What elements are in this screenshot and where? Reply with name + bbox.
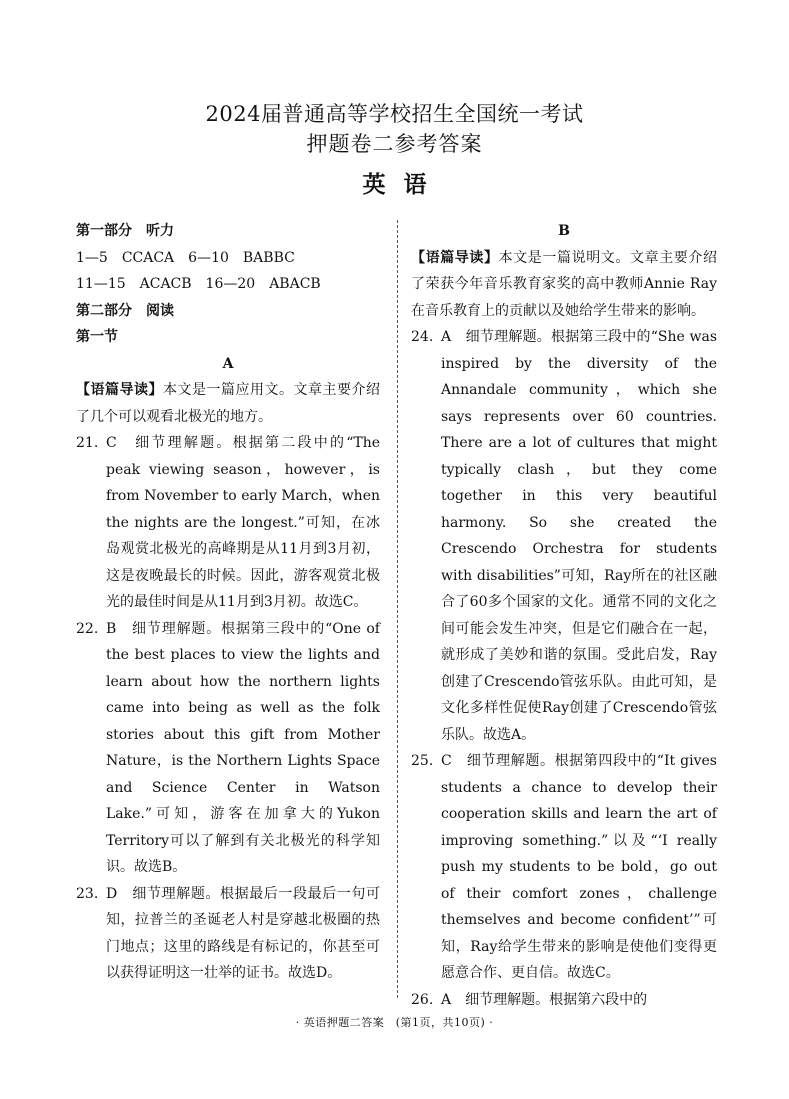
passage-b-intro bbox=[411, 245, 717, 325]
column-divider bbox=[397, 220, 398, 998]
passage-a-label: A bbox=[222, 355, 234, 372]
question-number: 23. bbox=[76, 885, 99, 902]
part2-heading: 第二部分 阅读 bbox=[76, 302, 174, 319]
question-26 bbox=[411, 987, 717, 1014]
part1-heading: 第一部分 听力 bbox=[76, 223, 174, 239]
subject-title: 英语 bbox=[362, 171, 445, 198]
passage-b-label: B bbox=[558, 223, 570, 239]
question-23 bbox=[76, 881, 380, 987]
passage-a-intro bbox=[76, 377, 380, 430]
question-21 bbox=[76, 430, 380, 616]
question-number: 21. bbox=[76, 435, 99, 451]
question-number: 22. bbox=[76, 620, 99, 637]
right-column bbox=[411, 218, 717, 1013]
listening-answers-row2: 11—15 ACACB 16—20 ABACB bbox=[76, 276, 321, 292]
listening-answers-row1: 1—5 CCACA 6—10 BABBC bbox=[76, 249, 295, 266]
page-footer: · 英语押题二答案 (第1页，共10页) · bbox=[295, 1016, 494, 1029]
question-number: 24. bbox=[411, 329, 434, 345]
left-column bbox=[76, 218, 380, 987]
question-number: 25. bbox=[411, 753, 434, 769]
intro-tag: 【语篇导读】 bbox=[76, 382, 163, 398]
answer-key-title: 押题卷二参考答案 bbox=[306, 132, 483, 156]
intro-text: 本文是一篇说明文。文章主要介绍了荣获今年音乐教育家奖的高中教师Annie Ray在音乐教育上的贡献以及她给学生带来的影响。 bbox=[411, 249, 718, 319]
question-22 bbox=[76, 616, 380, 881]
question-answer: A 细节理解题。根据第三段中的“She was inspired by the diversity of the Annandale community，which she says represents over 60 countries. There are a lot of cultures that might typically clash，but they come together in this very beautiful harmony. So she created the Crescendo Orchestra for students with disabilities”可知，Ray所在的社区融合了60多个国家的文化。通常不同的文化之间可能会发生冲突，但是它们融合在一起，就形成了美妙和谐的氛围。受此启发，Ray创建了Crescendo管弦乐队。由此可知，是文化多样性促使Ray创建了Crescendo管弦乐队。故选A。 bbox=[441, 329, 717, 743]
intro-tag: 【语篇导读】 bbox=[411, 249, 499, 266]
section1-heading: 第一节 bbox=[76, 329, 118, 345]
exam-title: 2024届普通高等学校招生全国统一考试 bbox=[205, 102, 584, 126]
intro-text: 本文是一篇应用文。文章主要介绍了几个可以观看北极光的地方。 bbox=[76, 382, 380, 425]
question-answer: C 细节理解题。根据第二段中的“The peak viewing season，however，is from November to early March，when the nights are the longest.”可知，在冰岛观赏北极光的高峰期是从11月到3月初，这是夜晚最长的时候。因此，游客观赏北极光的最佳时间是从11月到3月初。故选C。 bbox=[106, 435, 380, 610]
question-answer: A 细节理解题。根据第六段中的 bbox=[441, 991, 648, 1008]
question-answer: B 细节理解题。根据第三段中的“One of the best places to view the lights and learn about how the northern lights came into being as well as the folk stories about this gift from Mother Nature，is the Northern Lights Space and Science Center in Watson Lake.”可知，游客在加拿大的Yukon Territory可以了解到有关北极光的科学知识。故选B。 bbox=[106, 620, 380, 875]
question-answer: D 细节理解题。根据最后一段最后一句可知，拉普兰的圣诞老人村是穿越北极圈的热门地点；这里的路线是有标记的，你甚至可以获得证明这一壮举的证书。故选D。 bbox=[106, 885, 380, 981]
question-answer: C 细节理解题。根据第四段中的“It gives students a chance to develop their cooperation skills and learn the art of improving something.”以及“‘I really push my students to be bold，go out of their comfort zones，challenge themselves and become confident’”可知，Ray给学生带来的影响是使他们变得更愿意合作、更自信。故选C。 bbox=[441, 753, 717, 981]
question-number: 26. bbox=[411, 991, 434, 1008]
question-25 bbox=[411, 748, 717, 987]
question-24 bbox=[411, 324, 717, 748]
